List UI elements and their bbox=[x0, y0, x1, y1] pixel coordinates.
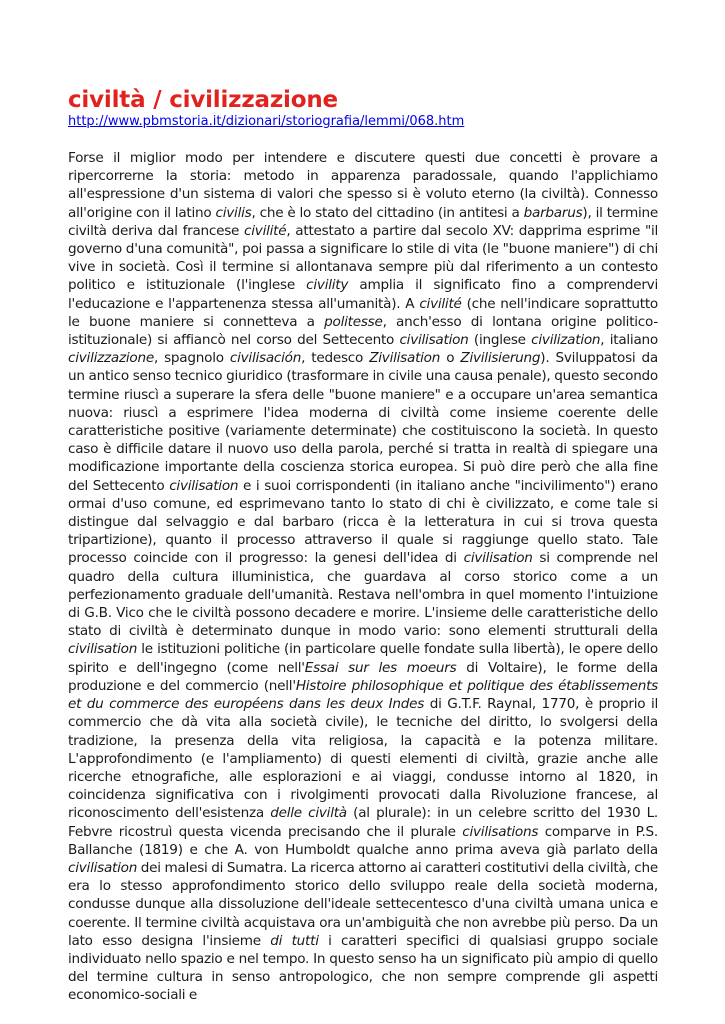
text-segment: , che è lo stato del cittadino (in antitesi a bbox=[251, 204, 524, 221]
italic-term: civilisation bbox=[169, 477, 239, 494]
italic-term: civility bbox=[306, 277, 349, 294]
italic-term: civilité bbox=[244, 222, 287, 239]
text-segment: (inglese bbox=[468, 332, 532, 349]
text-segment: di Voltaire), le forme della produzione e del commercio (nell' bbox=[68, 659, 658, 694]
italic-term: di tutti bbox=[270, 932, 319, 949]
text-segment: amplia il significato fino a comprendervi l'educazione e l'appartenenza stessa all'umanità). A bbox=[68, 277, 658, 312]
italic-term: delle civiltà bbox=[270, 805, 347, 822]
text-segment: dei malesi di Sumatra. La ricerca attorno ai caratteri costitutivi della civiltà, che era lo stesso approfondimento storico dello sviluppo reale della società moderna, condusse dunque alla dissoluzione dell'ideale settecentesco d'una civiltà umana unica e coerente. Il termine civiltà acquistava ora un'ambiguità che non avrebbe più perso. Da un lato esso designa l'insieme bbox=[68, 859, 658, 949]
text-segment: e i suoi corrispondenti (in italiano anche "incivilimento") erano ormai d'uso comune, ed esprimevano tanto lo stato di chi è civilizzato, e come tale si distingue dal selvaggio e dal barbaro (ricca è la letteratura in cui si trova questa tripartizione), quanto il processo attraverso il quale si raggiunge quello stato. Tale processo coincide con il progresso: la genesi dell'idea di bbox=[68, 477, 658, 567]
text-segment: le istituzioni politiche (in particolare quelle fondate sulla libertà), le opere dello spirito e dell'ingegno (come nell' bbox=[68, 641, 658, 676]
text-segment: comparve in P.S. Ballanche (1819) e che A. von Humboldt qualche anno prima aveva già parlato della bbox=[68, 823, 658, 858]
italic-term: civilisation bbox=[399, 332, 469, 349]
italic-term: civilization bbox=[531, 332, 601, 349]
text-segment: Forse il miglior modo per intendere e discutere questi due concetti è provare a ripercorrerne la storia: metodo in apparenza paradossale, quando l'applichiamo all'espressione d'un sistema di valori che spesso si è voluto eterno (la civiltà). Connesso all'origine con il latino bbox=[68, 150, 658, 221]
text-segment: , attestato a partire dal secolo XV: dapprima esprime "il governo d'una comunità", poi passa a significare lo stile di vita (le "buone maniere") di chi vive in società. Così il termine si allontanava sempre più dal riferimento a un contesto politico e istituzionale (l'inglese bbox=[68, 222, 658, 294]
text-segment: ), il termine civiltà deriva dal francese bbox=[68, 204, 658, 239]
italic-term: barbarus bbox=[523, 204, 583, 221]
page-title: civiltà / civilizzazione bbox=[68, 87, 338, 113]
text-segment: , anch'esso di lontana origine politico-istituzionale) si affiancò nel corso del Settecento bbox=[68, 313, 659, 349]
text-segment: , italiano bbox=[600, 332, 658, 349]
text-segment: di G.T.F. Raynal, 1770, è proprio il commercio che dà vita alla società civile), le tecniche del diritto, lo svolgersi della tradizione, la presenza della vita religiosa, la capacità e la potenza militare. L'approfondimento (e l'ampliamento) di questi elementi di civiltà, grazie anche alle ricerche etnografiche, alle esplorazioni e ai viaggi, condusse intorno al 1820, in coincidenza significativa con i rivolgimenti provocati dalla Rivoluzione francese, al riconoscimento dell'esistenza bbox=[68, 696, 658, 822]
text-segment: si comprende nel quadro della cultura illuministica, che guardava al corso storico come a un perfezionamento graduale dell'umanità. Restava nell'ombra in quel momento l'intuizione di G.B. Vico che le civiltà possono decadere e morire. L'insieme delle caratteristiche dello stato di civiltà è determinato dunque in modo vario: sono elementi strutturali della bbox=[68, 550, 658, 640]
source-url-link[interactable]: http://www.pbmstoria.it/dizionari/storiografia/lemmi/068.htm bbox=[68, 114, 465, 129]
italic-term: civilité bbox=[419, 295, 462, 312]
text-segment: i caratteri specifici di qualsiasi gruppo sociale individuato nello spazio e nel tempo. In questo senso ha un significato più ampio di quello del termine cultura in senso antropologico, che non sempre comprende gli aspetti economico-sociali e bbox=[68, 932, 659, 1004]
italic-term: civilisations bbox=[462, 823, 539, 840]
text-segment: (al plurale): in un celebre scritto del 1930 L. Febvre ricostruì questa vicenda precisando che il plurale bbox=[68, 805, 659, 840]
italic-term: civilisation bbox=[463, 550, 533, 567]
italic-term: civilisation bbox=[68, 859, 138, 876]
italic-term: Zivilisierung bbox=[460, 350, 541, 367]
text-segment: , spagnolo bbox=[153, 350, 230, 367]
italic-term: Zivilisation bbox=[369, 350, 441, 367]
italic-term: civilis bbox=[215, 204, 252, 221]
italic-term: politesse bbox=[324, 313, 383, 330]
text-segment: ). Sviluppatosi da un antico senso tecnico giuridico (trasformare in civile una causa penale), questo secondo termine riuscì a superare la sfera delle "buone maniere" e a occupare un'area semantica nuova: riuscì a esprimere l'idea moderna di civiltà come insieme coerente delle caratteristiche positive (variamente determinate) che costituiscono la società. In questo caso è difficile datare il nuovo uso della parola, perché si tratta in realtà di spiegare una modificazione importante della coscienza storica europea. Si può dire però che alla fine del Settecento bbox=[68, 350, 658, 494]
text-segment: , tedesco bbox=[301, 350, 370, 367]
italic-term: Essai sur les moeurs bbox=[304, 659, 457, 676]
text-segment: o bbox=[440, 350, 461, 367]
italic-term: civilisation bbox=[68, 641, 138, 658]
italic-term: civilisación bbox=[229, 350, 302, 367]
italic-term: civilizzazione bbox=[68, 350, 154, 367]
body-paragraph bbox=[68, 149, 658, 1005]
document-page bbox=[68, 86, 658, 1005]
text-segment: (che nell'indicare soprattutto le buone maniere si connetteva a bbox=[68, 295, 658, 330]
italic-term: Histoire philosophique et politique des établissements et du commerce des européens dans les deux Indes bbox=[68, 677, 658, 713]
